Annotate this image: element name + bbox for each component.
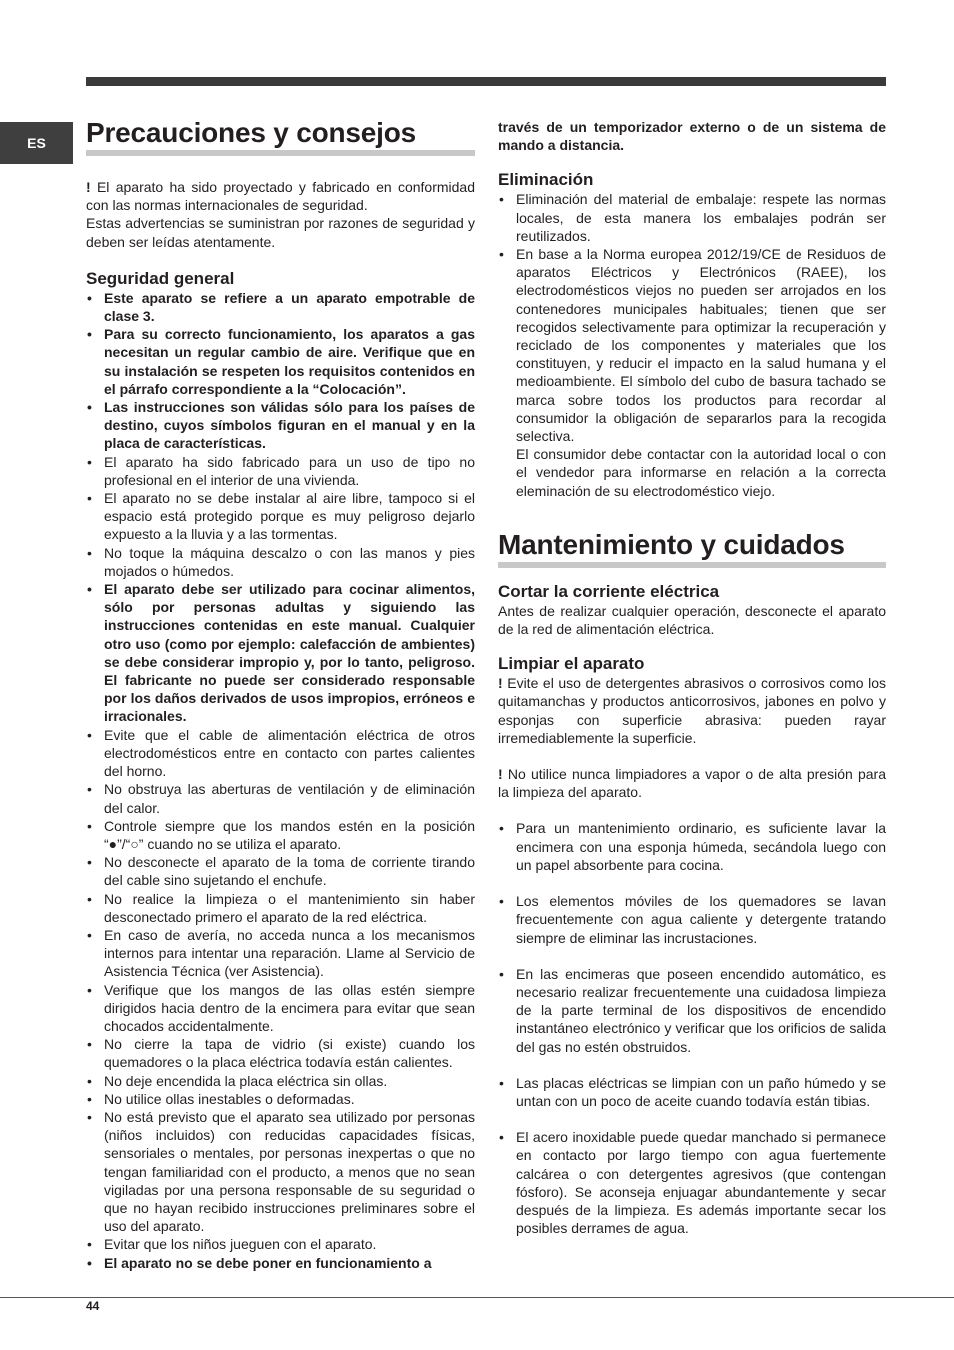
disposal-item: • En base a la Norma europea 2012/19/CE de Residuos de aparatos Eléctricos y Electrónicos (RAEE), los electrodomésticos viejos no pueden ser arrojados en los contenedores municipales habituales; tienen que ser recogidos selectivamente para optimizar la recuperación y reciclado de los componentes y materiales que los constituyen, y reducir el impacto en la salud humana y el medioambiente. El símbolo del cubo de basura tachado se marca sobre todos los productos para recordar al consumidor la obligación de separarlos para la recogida selectiva.: [498, 245, 886, 445]
safety-item: • El aparato no se debe instalar al aire libre, tampoco si el espacio está protegido porque es muy peligroso dejarlo expuesto a la lluvia y a las tormentas.: [86, 489, 475, 544]
intro-paragraph: [86, 178, 475, 214]
cleaning-list: [498, 819, 886, 1237]
top-rule: [86, 77, 886, 86]
disposal-item: • Eliminación del material de embalaje: respete las normas locales, de esta manera los embalajes podrán ser reutilizados.: [498, 190, 886, 245]
cleaning-item: • Para un mantenimiento ordinario, es suficiente lavar la encimera con una esponja húmeda, secándola luego con un papel absorbente para cocina.: [498, 819, 886, 874]
cleaning-item: • Los elementos móviles de los quemadores se lavan frecuentemente con agua caliente y detergente tratando siempre de eliminar las incrustaciones.: [498, 892, 886, 947]
cleaning-item: • Las placas eléctricas se limpian con un paño húmedo y se untan con un poco de aceite cuando todavía están tibias.: [498, 1074, 886, 1110]
disposal-extra-text: El consumidor debe contactar con la autoridad local o con el vendedor para informarse en relación a la correcta eleminación de su electrodoméstico viejo.: [516, 446, 886, 499]
safety-item: • No toque la máquina descalzo o con las manos y pies mojados o húmedos.: [86, 544, 475, 580]
safety-item: • No obstruya las aberturas de ventilación y de eliminación del calor.: [86, 780, 475, 816]
heading-cut-power: Cortar la corriente eléctrica: [498, 581, 720, 601]
safety-item: • El aparato debe ser utilizado para cocinar alimentos, sólo por personas adultas y siguiendo las instrucciones contenidas en este manual. Cualquier otro uso (como por ejemplo: calefacción de ambientes) se debe considerar impropio y, por lo tanto, peligroso. El fabricante no puede ser considerado responsable por los daños derivados de usos impropios, erróneos e irracionales.: [86, 580, 475, 726]
heading-cleaning: Limpiar el aparato: [498, 654, 645, 674]
safety-item: • Para su correcto funcionamiento, los aparatos a gas necesitan un regular cambio de aire. Verifique que en su instalación se respeten los requisitos contenidos en el párrafo correspondiente a la “Colocación”.: [86, 325, 475, 398]
language-tab: ES: [0, 122, 73, 164]
section-title-precautions: Precauciones y consejos: [86, 116, 475, 156]
safety-item: • No deje encendida la placa eléctrica sin ollas.: [86, 1072, 475, 1090]
continuation-text: través de un temporizador externo o de un sistema de mando a distancia.: [498, 119, 886, 154]
safety-item: • Este aparato se refiere a un aparato empotrable de clase 3.: [86, 289, 475, 325]
clean-warning-2-text: No utilice nunca limpiadores a vapor o de alta presión para la limpieza del aparato.: [498, 766, 886, 801]
safety-item: • Evitar que los niños jueguen con el aparato.: [86, 1235, 475, 1253]
safety-list: [86, 289, 475, 1272]
safety-item: • Verifique que los mangos de las ollas estén siempre dirigidos hacia dentro de la encimera para evitar que sean chocados accidentalmente.: [86, 981, 475, 1036]
cleaning-item: • En las encimeras que poseen encendido automático, es necesario realizar frecuentemente una cuidadosa limpieza de la parte terminal de los dispositivos de encendido instantáneo electrónico y verificar que los orificios de salida del gas no estén obstruidos.: [498, 965, 886, 1056]
safety-item: • No está previsto que el aparato sea utilizado por personas (niños incluidos) con reducidas capacidades físicas, sensoriales o mentales, por personas inexpertas o que no tengan familiaridad con el producto, a menos que no sean vigiladas por una persona responsable de su seguridad o que no hayan recibido instrucciones preliminares sobre el uso del aparato.: [86, 1108, 475, 1235]
safety-item: • En caso de avería, no acceda nunca a los mecanismos internos para intentar una reparación. Llame al Servicio de Asistencia Técnica (ver Asistencia).: [86, 926, 475, 981]
warning-mark: !: [498, 766, 503, 783]
clean-warning-1-text: Evite el uso de detergentes abrasivos o corrosivos como los quitamanchas y productos anticorrosivos, jabones en polvo y esponjas con superficie abrasiva: pueden rayar irremediablemente la superficie.: [498, 675, 886, 746]
intro-text-2: Estas advertencias se suministran por razones de seguridad y deben ser leídas atentamente.: [86, 215, 475, 250]
disposal-list: [498, 190, 886, 445]
clean-warning-2: [498, 765, 886, 801]
safety-item: • No realice la limpieza o el mantenimiento sin haber desconectado primero el aparato de la red eléctrica.: [86, 890, 475, 926]
safety-item: • No desconecte el aparato de la toma de corriente tirando del cable sino sujetando el enchufe.: [86, 853, 475, 889]
cleaning-item: • El acero inoxidable puede quedar manchado si permanece en contacto por largo tiempo con agua fuertemente calcárea o con detergentes agresivos (que contengan fósforo). Se aconseja enjuagar abundantemente y secar después de la limpieza. Es además importante secar los posibles derrames de agua.: [498, 1128, 886, 1237]
safety-item: • El aparato ha sido fabricado para un uso de tipo no profesional en el interior de una vivienda.: [86, 453, 475, 489]
power-text: Antes de realizar cualquier operación, desconecte el aparato de la red de alimentación eléctrica.: [498, 602, 886, 638]
warning-mark: !: [86, 179, 91, 195]
heading-disposal: Eliminación: [498, 170, 594, 190]
safety-item: • El aparato no se debe poner en funcionamiento a: [86, 1254, 475, 1272]
left-column: [86, 116, 475, 1272]
heading-general-safety: Seguridad general: [86, 268, 235, 288]
safety-item: • Controle siempre que los mandos estén en la posición “●”/“○” cuando no se utiliza el aparato.: [86, 817, 475, 853]
right-column: [498, 118, 886, 1237]
safety-item: • No cierre la tapa de vidrio (si existe) cuando los quemadores o la placa eléctrica todavía están calientes.: [86, 1035, 475, 1071]
clean-warning-1: [498, 674, 886, 747]
bottom-rule: [0, 1297, 954, 1298]
warning-mark: !: [498, 675, 503, 692]
safety-item: • No utilice ollas inestables o deformadas.: [86, 1090, 475, 1108]
safety-item: • Evite que el cable de alimentación eléctrica de otros electrodomésticos entre en contacto con partes calientes del horno.: [86, 726, 475, 781]
safety-item: • Las instrucciones son válidas sólo para los países de destino, cuyos símbolos figuran en el manual y en la placa de características.: [86, 398, 475, 453]
section-title-maintenance: Mantenimiento y cuidados: [498, 528, 886, 568]
intro-text-1: El aparato ha sido proyectado y fabricado en conformidad con las normas internacionales de seguridad.: [86, 179, 475, 214]
page-number: 44: [86, 1299, 100, 1313]
